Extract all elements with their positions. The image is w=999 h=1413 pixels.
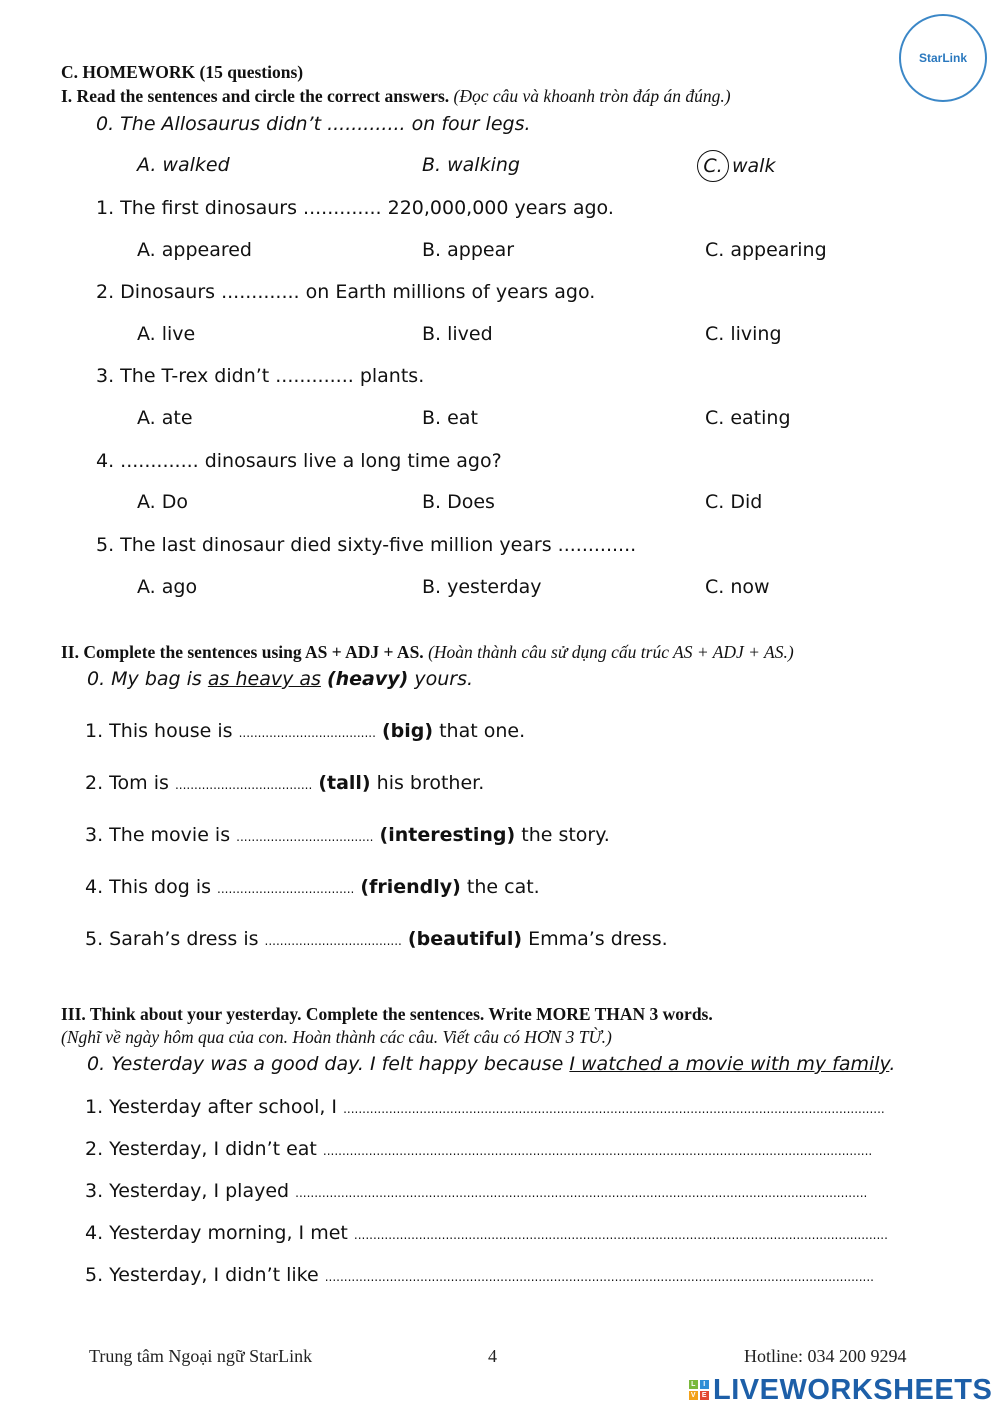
part1-question-1: 1. The first dinosaurs ............. 220,000,000 years ago. [96, 197, 614, 219]
part1-q2-option-b[interactable]: B. lived [422, 323, 493, 345]
part2-item-2-blank[interactable]: .................................... [174, 778, 313, 792]
part1-example-option-b: B. walking [422, 154, 520, 176]
part1-q1-option-c[interactable]: C. appearing [705, 239, 827, 261]
footer-page-number: 4 [488, 1346, 497, 1366]
part1-example-option-a: A. walked [137, 154, 230, 176]
part2-item-3 [85, 824, 610, 846]
grid-letter-i: I [700, 1380, 709, 1389]
part3-item-4 [85, 1222, 933, 1244]
part3-example-post: . [889, 1053, 896, 1075]
part2-item-4-blank[interactable]: .................................... [217, 882, 355, 896]
part1-q4-option-b[interactable]: B. Does [422, 491, 495, 513]
part1-question-2: 2. Dinosaurs ............. on Earth millions of years ago. [96, 281, 596, 303]
part2-item-3-adj: (interesting) [379, 824, 516, 846]
part2-heading [61, 642, 794, 663]
part2-item-4 [85, 876, 540, 898]
part3-item-4-blank[interactable]: ............................................................................................................................................ [353, 1228, 888, 1242]
part3-item-5-pre: 5. Yesterday, I didn’t like [85, 1264, 325, 1286]
part2-item-4-adj: (friendly) [360, 876, 461, 898]
part1-heading-en: I. Read the sentences and circle the correct answers. [61, 86, 450, 106]
part3-item-3-blank[interactable]: ...................................................................................................................................................... [295, 1186, 868, 1200]
circled-answer: C. [697, 150, 729, 182]
part2-item-1-adj: (big) [381, 720, 434, 742]
part2-item-5-blank[interactable]: .................................... [264, 934, 402, 948]
part3-item-2-pre: 2. Yesterday, I didn’t eat [85, 1138, 323, 1160]
part3-example-answer: I watched a movie with my family [569, 1053, 890, 1075]
part2-item-5-adj: (beautiful) [407, 928, 523, 950]
part3-item-1 [85, 1096, 933, 1118]
part1-example-question: 0. The Allosaurus didn’t ............. on four legs. [96, 113, 531, 135]
part1-example-option-c [697, 150, 775, 182]
part2-example [87, 668, 473, 690]
part1-q4-option-a[interactable]: A. Do [137, 491, 188, 513]
part1-q3-option-b[interactable]: B. eat [422, 407, 478, 429]
part2-item-1-pre: 1. This house is [85, 720, 239, 742]
part2-item-2 [85, 772, 484, 794]
part1-q3-option-a[interactable]: A. ate [137, 407, 193, 429]
grid-letter-v: V [690, 1392, 697, 1399]
part2-example-post: yours. [408, 668, 474, 690]
part3-item-3 [85, 1180, 933, 1202]
part3-item-4-pre: 4. Yesterday morning, I met [85, 1222, 354, 1244]
part3-item-1-pre: 1. Yesterday after school, I [85, 1096, 344, 1118]
part3-item-1-blank[interactable]: .............................................................................................................................................. [343, 1102, 885, 1116]
part3-item-2-blank[interactable]: ................................................................................................................................................ [322, 1144, 873, 1158]
part1-q2-option-c[interactable]: C. living [705, 323, 782, 345]
liveworksheets-text: LIVEWORKSHEETS [713, 1373, 993, 1406]
part3-item-5-blank[interactable]: ................................................................................................................................................ [324, 1270, 874, 1284]
part2-heading-en: II. Complete the sentences using AS + ADJ + AS. [61, 642, 424, 662]
part3-example-pre: 0. Yesterday was a good day. I felt happy because [87, 1053, 570, 1075]
part2-item-2-adj: (tall) [318, 772, 371, 794]
part2-example-adj: (heavy) [326, 668, 409, 690]
part2-item-1-post: that one. [433, 720, 526, 742]
part1-q5-option-b[interactable]: B. yesterday [422, 576, 542, 598]
part1-question-5: 5. The last dinosaur died sixty-five million years ............. [96, 534, 637, 556]
part2-item-3-blank[interactable]: .................................... [236, 830, 374, 844]
part2-item-5-post: Emma’s dress. [522, 928, 668, 950]
part2-item-4-pre: 4. This dog is [85, 876, 218, 898]
part2-item-5 [85, 928, 668, 950]
part3-item-2 [85, 1138, 933, 1160]
grid-letter-e: E [701, 1392, 708, 1399]
grid-letter-l: L [689, 1380, 698, 1389]
part3-item-5 [85, 1264, 937, 1286]
logo-text: StarLink [918, 51, 967, 65]
starlink-logo [899, 14, 987, 102]
part2-item-2-pre: 2. Tom is [85, 772, 175, 794]
part3-example [87, 1053, 895, 1075]
part1-q1-option-b[interactable]: B. appear [422, 239, 515, 261]
footer-hotline: Hotline: 034 200 9294 [744, 1346, 907, 1366]
footer-center-name: Trung tâm Ngoại ngữ StarLink [89, 1346, 313, 1366]
part2-item-2-post: his brother. [370, 772, 485, 794]
part1-q4-option-c[interactable]: C. Did [705, 491, 763, 513]
part3-heading-vi: (Nghĩ về ngày hôm qua của con. Hoàn thành các câu. Viết câu có HƠN 3 TỪ.) [61, 1027, 612, 1047]
part2-example-pre: 0. My bag is [87, 668, 208, 690]
part2-item-4-post: the cat. [460, 876, 540, 898]
part3-heading: III. Think about your yesterday. Complete the sentences. Write MORE THAN 3 words. [61, 1004, 713, 1024]
part1-heading-vi: (Đọc câu và khoanh tròn đáp án đúng.) [453, 86, 731, 106]
part2-item-5-pre: 5. Sarah’s dress is [85, 928, 265, 950]
part2-item-1 [85, 720, 525, 742]
part2-heading-vi: (Hoàn thành câu sử dụng cấu trúc AS + ADJ + AS.) [428, 642, 794, 662]
part1-heading [61, 86, 731, 107]
part2-example-answer: as heavy as [207, 668, 321, 690]
part2-item-3-pre: 3. The movie is [85, 824, 237, 846]
part1-q5-option-a[interactable]: A. ago [137, 576, 198, 598]
part1-q1-option-a[interactable]: A. appeared [137, 239, 252, 261]
part1-q3-option-c[interactable]: C. eating [705, 407, 791, 429]
section-title: C. HOMEWORK (15 questions) [61, 62, 304, 82]
liveworksheets-logo [689, 1373, 992, 1407]
part1-question-3: 3. The T-rex didn’t ............. plants. [96, 365, 425, 387]
part3-item-3-pre: 3. Yesterday, I played [85, 1180, 296, 1202]
part1-example-option-c-text: walk [732, 155, 776, 177]
part1-question-4: 4. ............. dinosaurs live a long time ago? [96, 450, 502, 472]
part2-item-1-blank[interactable]: .................................... [238, 726, 376, 740]
part2-item-3-post: the story. [515, 824, 610, 846]
part1-q5-option-c[interactable]: C. now [705, 576, 770, 598]
liveworksheets-grid-icon [689, 1380, 709, 1400]
part1-q2-option-a[interactable]: A. live [137, 323, 196, 345]
